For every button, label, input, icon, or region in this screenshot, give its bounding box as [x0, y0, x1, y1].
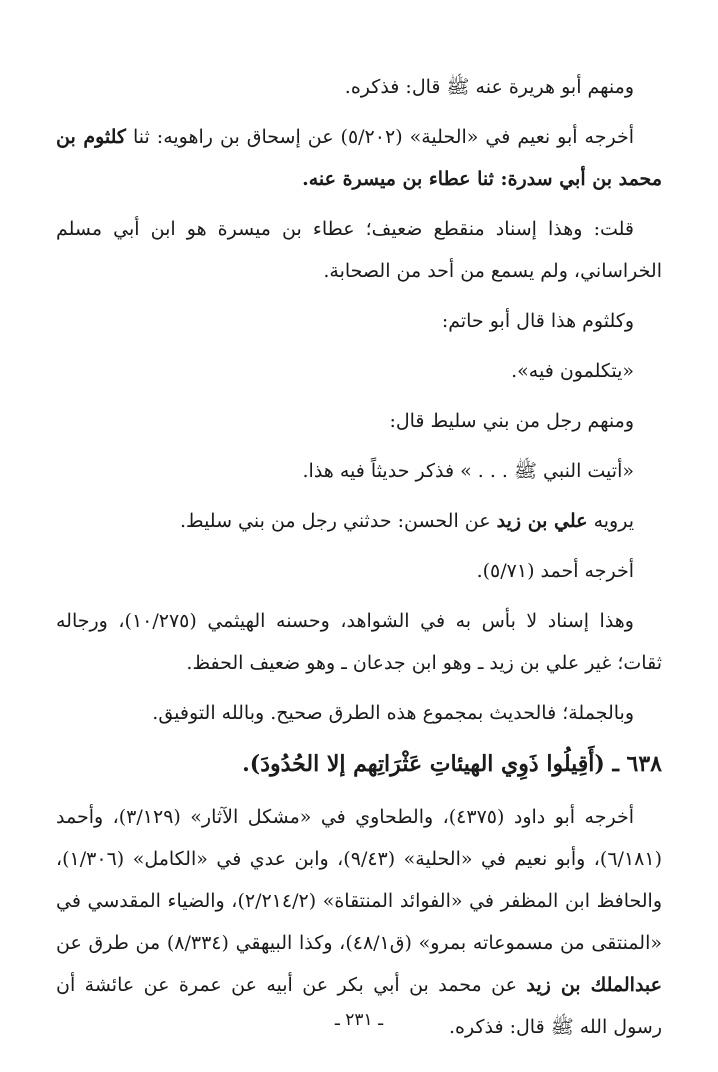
narrator-name: كلثوم بن محمد بن أبي سدرة: ثنا عطاء بن ميسرة عنه.: [56, 126, 662, 190]
paragraph-abu-hatim: [56, 300, 662, 342]
paragraph-abu-hurayra: [56, 66, 662, 108]
paragraph-bani-salit: [56, 400, 662, 442]
paragraph-quote: [56, 350, 662, 392]
text: وهذا إسناد لا بأس به في الشواهد، وحسنه الهيثمي (١٠/٢٧٥)، ورجاله ثقات؛ غير علي بن زيد ـ وهو ابن جدعان ـ وهو ضعيف الحفظ.: [56, 610, 662, 674]
narrator-name: عبدالملك بن زيد: [526, 974, 662, 996]
text: وكلثوم هذا قال أبو حاتم:: [441, 310, 634, 332]
text: أخرجه أحمد (٥/٧١).: [476, 560, 634, 582]
paragraph-grading: [56, 208, 662, 292]
text: أخرجه أبو نعيم في «الحلية» (٥/٢٠٢) عن إسحاق بن راهويه: ثنا: [125, 126, 634, 148]
text: «أتيت النبي ﷺ . . . » فذكر حديثاً فيه هذا.: [302, 460, 634, 482]
text: ومنهم رجل من بني سليط قال:: [389, 410, 634, 432]
text: وبالجملة؛ فالحديث بمجموع هذه الطرق صحيح. وبالله التوفيق.: [152, 702, 634, 724]
text: أخرجه أبو داود (٤٣٧٥)، والطحاوي في «مشكل الآثار» (٣/١٢٩)، وأحمد (٦/١٨١)، وأبو نعيم في «الحلية» (٩/٤٣)، وابن عدي في «الكامل» (١/٣٠٦)، والحافظ ابن المظفر في «الفوائد المنتقاة» (٢/٢١٤/٢)، والضياء المقدسي في «المنتقى من مسموعاته بمرو» (ق٤٨/١)، وكذا البيهقي (٨/٣٣٤) من طرق عن: [56, 806, 662, 954]
paragraph-riwaya: [56, 500, 662, 542]
narrator-name: علي بن زيد: [496, 510, 588, 532]
paragraph-abu-nuaym-takhrij: [56, 116, 662, 200]
paragraph-conclusion: [56, 692, 662, 734]
text: ومنهم أبو هريرة عنه ﷺ قال: فذكره.: [344, 76, 634, 98]
page-number: ـ ٢٣١ ـ: [334, 1010, 384, 1030]
hadith-heading: ٦٣٨ ـ (أَقِيلُوا ذَوِي الهيئاتِ عَثْرَاتِهم إلا الحُدُودَ).: [242, 751, 662, 777]
paragraph-isnad-grading: [56, 600, 662, 684]
text: قلت: وهذا إسناد منقطع ضعيف؛ عطاء بن ميسرة هو ابن أبي مسلم الخراساني، ولم يسمع من أحد من الصحابة.: [56, 218, 662, 282]
paragraph-hadith-quote: [56, 450, 662, 492]
paragraph-ahmad: [56, 550, 662, 592]
text: عن الحسن: حدثني رجل من بني سليط.: [180, 510, 497, 532]
text: عن محمد بن أبي بكر عن أبيه عن عمرة عن عائشة أن رسول الله ﷺ قال: فذكره.: [56, 974, 662, 1038]
text: يرويه: [587, 510, 634, 532]
text: «يتكلمون فيه».: [511, 360, 634, 382]
